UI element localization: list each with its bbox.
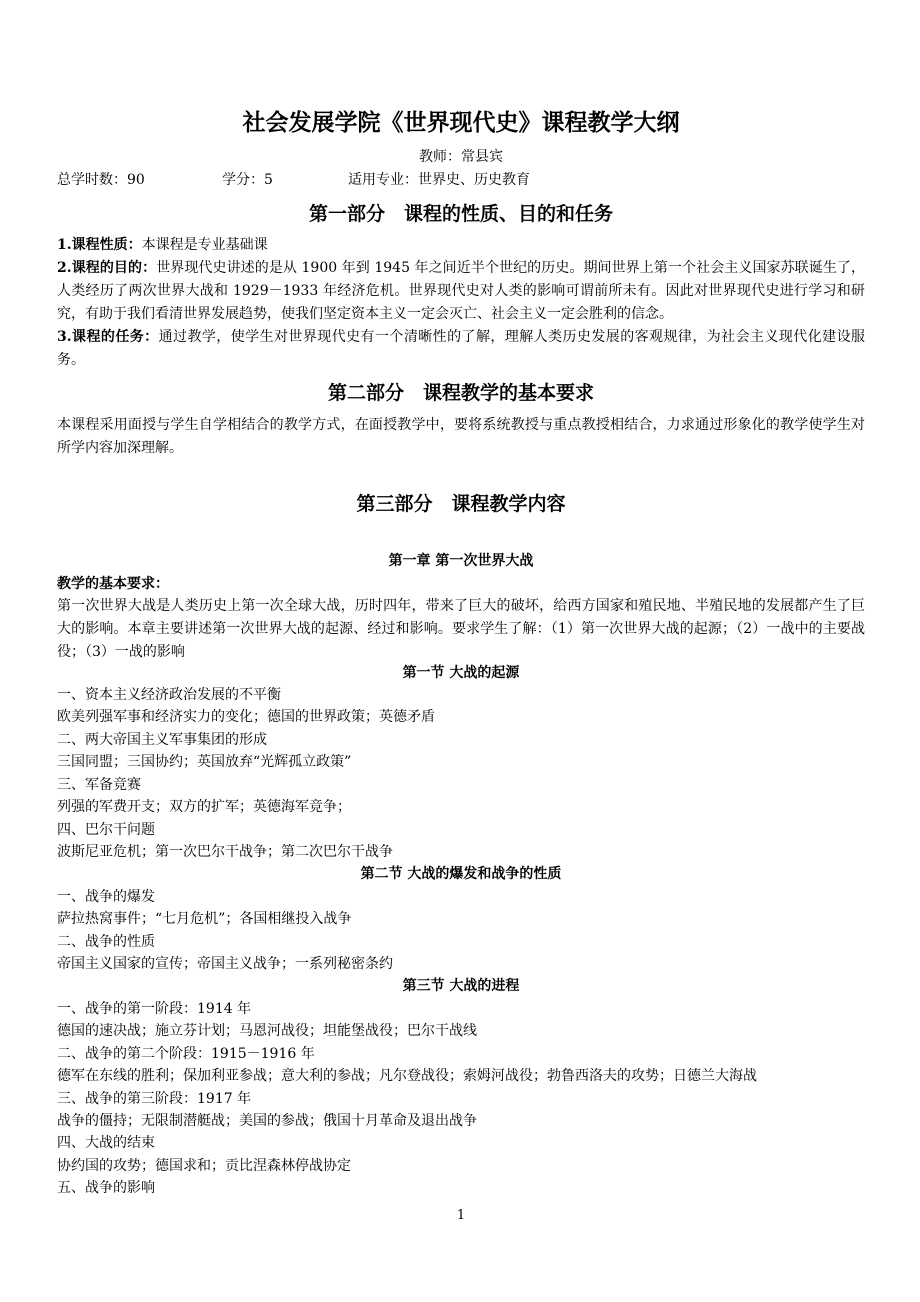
section3-line: 三、战争的第三阶段：1917 年 (57, 1091, 252, 1107)
total-hours: 总学时数：90 (57, 172, 145, 188)
course-purpose-label: 2.课程的目的： (57, 260, 157, 276)
part2-heading: 第二部分 课程教学的基本要求 (327, 382, 594, 404)
section2-line: 萨拉热窝事件；“七月危机”；各国相继投入战争 (57, 911, 352, 927)
section2-line: 二、战争的性质 (57, 934, 155, 950)
part2-text: 本课程采用面授与学生自学相结合的教学方式，在面授教学中，要将系统教授与重点教授相结合，力求通过形象化的教学使学生对所学内容加深理解。 (57, 417, 865, 456)
page-number: 1 (456, 1208, 466, 1223)
course-task-label: 3.课程的任务： (57, 329, 159, 345)
section1-line: 列强的军费开支；双方的扩军；英德海军竞争； (57, 799, 351, 815)
section3-line: 战争的僵持；无限制潜艇战；美国的参战；俄国十月革命及退出战争 (57, 1113, 477, 1129)
section1-line: 四、巴尔干问题 (57, 822, 155, 838)
credits: 学分：5 (222, 172, 273, 188)
course-purpose (57, 257, 865, 326)
course-task (57, 326, 865, 372)
course-task-text: 通过教学，使学生对世界现代史有一个清晰性的了解，理解人类历史发展的客观规律，为社会主义现代化建设服务。 (57, 329, 865, 368)
chapter1-requirement-label: 教学的基本要求： (57, 576, 169, 592)
teacher-line: 教师：常县宾 (419, 149, 503, 165)
section1-line: 三国同盟；三国协约；英国放弃“光辉孤立政策” (57, 754, 352, 770)
part3-heading: 第三部分 课程教学内容 (356, 493, 566, 515)
applicable-major: 适用专业：世界史、历史教育 (348, 172, 530, 188)
course-nature-text: 本课程是专业基础课 (141, 237, 268, 253)
section2-line: 帝国主义国家的宣传；帝国主义战争；一系列秘密条约 (57, 956, 393, 972)
section1-line: 欧美列强军事和经济实力的变化；德国的世界政策；英德矛盾 (57, 709, 435, 725)
section3-line: 德军在东线的胜利；保加利亚参战；意大利的参战；凡尔登战役；索姆河战役；勃鲁西洛夫的攻势；日德兰大海战 (57, 1068, 757, 1084)
chapter1-title: 第一章 第一次世界大战 (388, 553, 534, 569)
section3-line: 四、大战的结束 (57, 1135, 155, 1151)
section3-line: 一、战争的第一阶段：1914 年 (57, 1001, 252, 1017)
section3-title: 第三节 大战的进程 (402, 978, 520, 994)
section1-title: 第一节 大战的起源 (402, 665, 520, 681)
section1-line: 三、军备竞赛 (57, 777, 141, 793)
course-purpose-text: 世界现代史讲述的是从 1900 年到 1945 年之间近半个世纪的历史。期间世界上第一个社会主义国家苏联诞生了，人类经历了两次世界大战和 1929－1933 年经济危机。世界现代史对人类的影响可谓前所未有。因此对世界现代史进行学习和研究，有助于我们看清世界发展趋势，使我们坚定资本主义一定会灭亡、社会主义一定会胜利的信念。 (57, 260, 865, 322)
section3-line: 二、战争的第二个阶段：1915－1916 年 (57, 1046, 315, 1062)
section2-line: 一、战争的爆发 (57, 889, 155, 905)
section1-line: 一、资本主义经济政治发展的不平衡 (57, 687, 281, 703)
chapter1-requirement-text: 第一次世界大战是人类历史上第一次全球大战，历时四年，带来了巨大的破坏，给西方国家和殖民地、半殖民地的发展都产生了巨大的影响。本章主要讲述第一次世界大战的起源、经过和影响。要求学生了解：（1）第一次世界大战的起源；（2）一战中的主要战役；（3）一战的影响 (57, 598, 865, 660)
course-nature (57, 234, 865, 257)
section1-line: 二、两大帝国主义军事集团的形成 (57, 732, 267, 748)
part1-heading: 第一部分 课程的性质、目的和任务 (308, 203, 613, 225)
section2-title: 第二节 大战的爆发和战争的性质 (360, 866, 562, 882)
section3-line: 协约国的攻势；德国求和；贡比涅森林停战协定 (57, 1158, 351, 1174)
section3-line: 五、战争的影响 (57, 1180, 155, 1196)
section1-line: 波斯尼亚危机；第一次巴尔干战争；第二次巴尔干战争 (57, 844, 393, 860)
section3-line: 德国的速决战；施立芬计划；马恩河战役；坦能堡战役；巴尔干战线 (57, 1023, 477, 1039)
document-title: 社会发展学院《世界现代史》课程教学大纲 (242, 109, 680, 136)
course-nature-label: 1.课程性质： (57, 237, 142, 253)
